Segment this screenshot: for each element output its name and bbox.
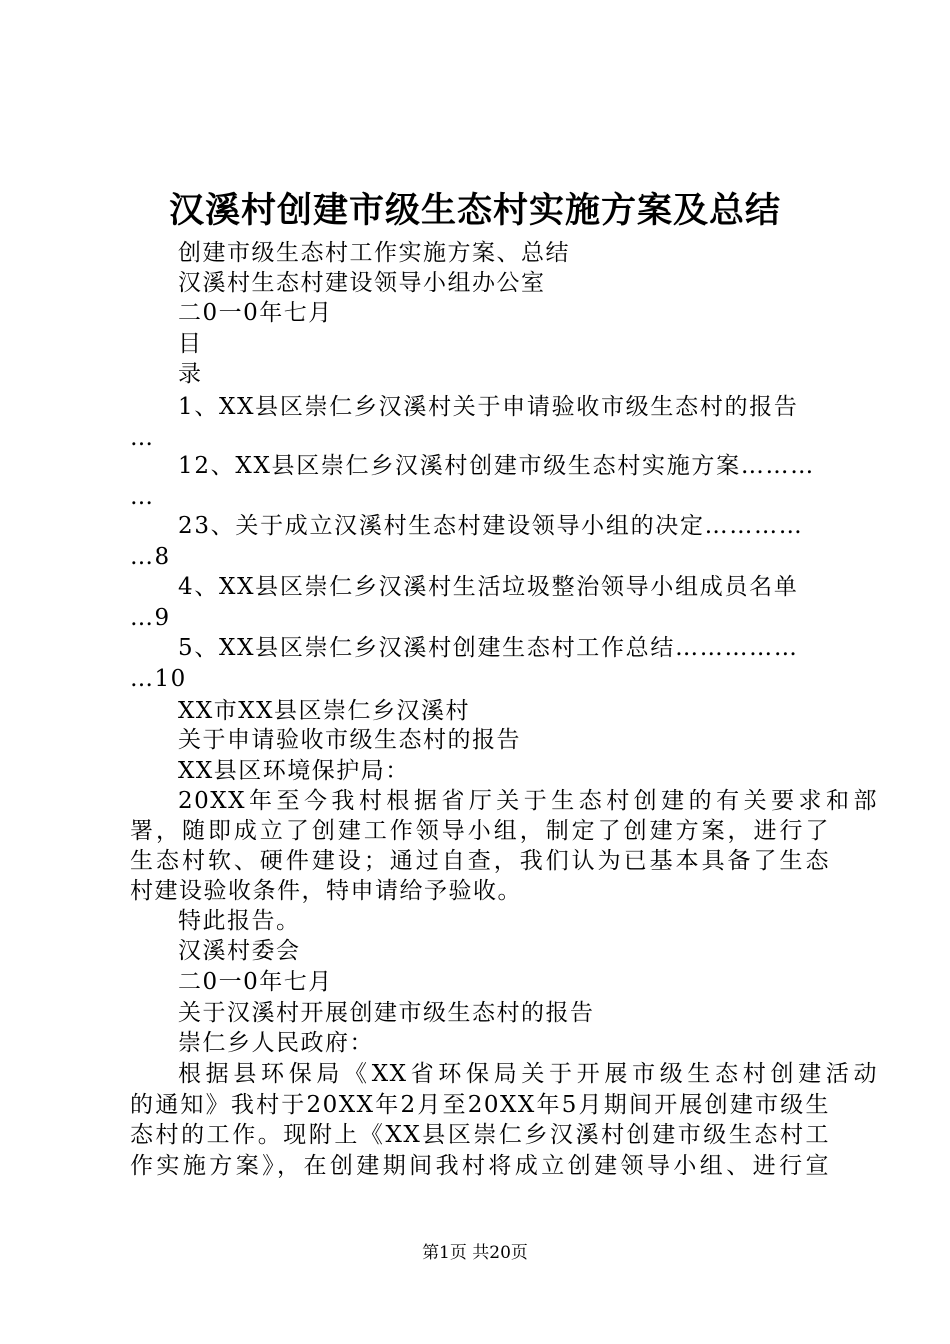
signature-line: 汉溪村委会 [178,938,301,964]
toc-item-page: …8 [130,544,171,570]
toc-item: 4、XX县区崇仁乡汉溪村生活垃圾整治领导小组成员名单 [178,574,799,600]
toc-item: 1、XX县区崇仁乡汉溪村关于申请验收市级生态村的报告 [178,394,799,420]
document-title: 汉溪村创建市级生态村实施方案及总结 [168,190,781,231]
body-line: 村建设验收条件，特申请给予验收。 [130,878,522,904]
body-line: 作实施方案》，在创建期间我村将成立创建领导小组、进行宣 [130,1153,830,1179]
toc-item-page: … [130,484,155,510]
body-line: 根据县环保局《XX省环保局关于开展市级生态村创建活动 [178,1061,878,1087]
toc-item-page: … [130,425,155,451]
report-org: XX市XX县区崇仁乡汉溪村 [178,698,470,724]
toc-item: 12、XX县区崇仁乡汉溪村创建市级生态村实施方案……… [178,453,815,479]
report-addressee: XX县区环境保护局： [178,758,410,784]
body-line: 生态村软、硬件建设；通过自查，我们认为已基本具备了生态 [130,848,830,874]
body-line: 署，随即成立了创建工作领导小组，制定了创建方案，进行了 [130,818,830,844]
office-name: 汉溪村生态村建设领导小组办公室 [178,270,546,296]
subtitle: 创建市级生态村工作实施方案、总结 [178,240,570,266]
report-title: 关于汉溪村开展创建市级生态村的报告 [178,1000,595,1026]
closing-line: 特此报告。 [178,908,301,934]
date-line: 二0一0年七月 [178,300,333,326]
toc-item: 23、关于成立汉溪村生态村建设领导小组的决定………… [178,513,804,539]
page-footer: 第1页 共20页 [422,1243,528,1263]
date-line: 二0一0年七月 [178,969,333,995]
toc-heading-1: 目 [178,331,203,357]
body-line: 20XX年至今我村根据省厅关于生态村创建的有关要求和部 [178,788,878,814]
body-line: 的通知》我村于20XX年2月至20XX年5月期间开展创建市级生 [130,1092,830,1118]
toc-item-page: …9 [130,605,171,631]
report-addressee: 崇仁乡人民政府： [178,1030,374,1056]
toc-heading-2: 录 [178,361,203,387]
body-line: 态村的工作。现附上《XX县区崇仁乡汉溪村创建市级生态村工 [130,1122,830,1148]
toc-item: 5、XX县区崇仁乡汉溪村创建生态村工作总结…………… [178,635,799,661]
report-title: 关于申请验收市级生态村的报告 [178,727,521,753]
toc-item-page: …10 [130,666,187,692]
